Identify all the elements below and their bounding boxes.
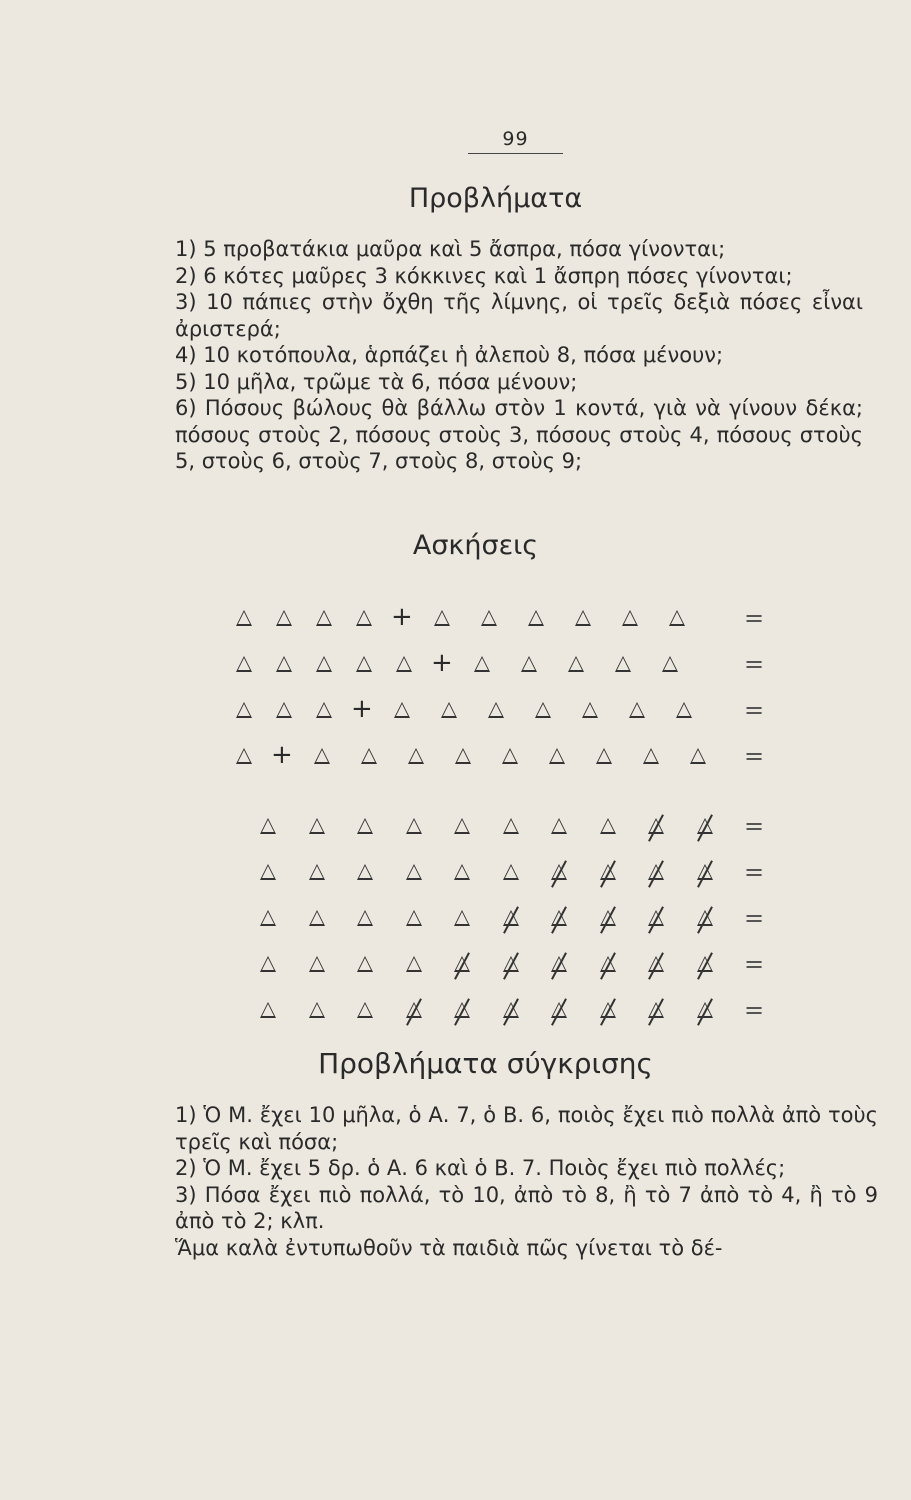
equals-sign: = — [744, 858, 765, 886]
problem-item: 6) Πόσους βώλους θὰ βάλλω στὸν 1 κοντά, γιὰ νὰ γίνουν δέκα; πόσους στοὺς 2, πόσους στοὺς 3, πόσους στοὺς 4, πόσους στοὺς 5, στοὺς 6, στοὺς 7, στοὺς 8, στοὺς 9; — [175, 396, 863, 473]
triangle — [582, 702, 598, 718]
triangle — [503, 864, 519, 880]
triangle — [356, 610, 372, 626]
triangle — [629, 702, 645, 718]
equals-sign: = — [744, 812, 765, 840]
triangle — [406, 910, 422, 926]
triangle — [406, 864, 422, 880]
problem-item: 1) 5 προβατάκια μαῦρα καὶ 5 ἄσπρα, πόσα γίνονται; — [175, 237, 726, 261]
triangle — [236, 702, 252, 718]
comparison-problems-list — [163, 1102, 878, 1261]
triangle — [596, 748, 612, 764]
triangle — [309, 910, 325, 926]
triangle — [309, 956, 325, 972]
triangle — [309, 864, 325, 880]
addition-row — [0, 696, 911, 730]
triangle — [316, 610, 332, 626]
triangle — [502, 748, 518, 764]
equals-sign: = — [744, 996, 765, 1024]
triangle — [236, 748, 252, 764]
triangle — [690, 748, 706, 764]
triangle — [454, 864, 470, 880]
problem-item: 4) 10 κοτόπουλα, ἁρπάζει ἡ ἀλεποὺ 8, πόσα μένουν; — [175, 343, 724, 367]
triangle — [406, 818, 422, 834]
triangle — [549, 748, 565, 764]
triangle — [236, 656, 252, 672]
triangle — [260, 1002, 276, 1018]
subtraction-row — [0, 950, 911, 984]
triangle — [669, 610, 685, 626]
plus-sign: + — [431, 648, 453, 678]
triangle — [260, 956, 276, 972]
comparison-item: 1) Ὁ Μ. ἔχει 10 μῆλα, ὁ Α. 7, ὁ Β. 6, ποιὸς ἔχει πιὸ πολλὰ ἀπὸ τοὺς τρεῖς καὶ πόσα; — [175, 1103, 878, 1154]
triangle — [356, 656, 372, 672]
equals-sign: = — [744, 604, 765, 632]
page-number: 99 — [468, 128, 563, 154]
triangle — [481, 610, 497, 626]
triangle — [441, 702, 457, 718]
triangle — [503, 818, 519, 834]
equals-sign: = — [744, 950, 765, 978]
triangle — [276, 656, 292, 672]
triangle — [521, 656, 537, 672]
triangle — [309, 818, 325, 834]
triangle — [276, 610, 292, 626]
plus-sign: + — [271, 740, 293, 770]
equals-sign: = — [744, 742, 765, 770]
exercises-heading: Ασκήσεις — [412, 530, 539, 561]
subtraction-row — [0, 858, 911, 892]
triangle — [434, 610, 450, 626]
triangle — [316, 702, 332, 718]
subtraction-row — [0, 904, 911, 938]
triangle — [316, 656, 332, 672]
triangle — [260, 818, 276, 834]
problem-item: 3) 10 πάπιες στὴν ὄχθη τῆς λίμνης, οἱ τρεῖς δεξιὰ πόσες εἶναι ἀριστερά; — [175, 290, 863, 341]
comparison-item: 3) Πόσα ἔχει πιὸ πολλά, τὸ 10, ἀπὸ τὸ 8, ἢ τὸ 7 ἀπὸ τὸ 4, ἢ τὸ 9 ἀπὸ τὸ 2; κλπ. — [175, 1182, 878, 1233]
triangle — [260, 864, 276, 880]
triangle — [357, 864, 373, 880]
triangle — [236, 610, 252, 626]
triangle — [357, 956, 373, 972]
triangle — [535, 702, 551, 718]
addition-row — [0, 742, 911, 776]
triangle — [408, 748, 424, 764]
triangle — [455, 748, 471, 764]
problems-heading: Προβλήματα — [408, 183, 583, 214]
triangle — [575, 610, 591, 626]
triangle — [643, 748, 659, 764]
triangle — [568, 656, 584, 672]
triangle — [309, 1002, 325, 1018]
triangle — [622, 610, 638, 626]
triangle — [676, 702, 692, 718]
addition-row — [0, 604, 911, 638]
triangle — [474, 656, 490, 672]
triangle — [615, 656, 631, 672]
plus-sign: + — [391, 602, 413, 632]
triangle — [314, 748, 330, 764]
triangle — [454, 910, 470, 926]
triangle — [276, 702, 292, 718]
closing-sentence: Ἅμα καλὰ ἐντυπωθοῦν τὰ παιδιὰ πῶς γίνεται τὸ δέ- — [175, 1235, 723, 1260]
triangle — [662, 656, 678, 672]
triangle — [454, 818, 470, 834]
triangle — [406, 956, 422, 972]
equals-sign: = — [744, 696, 765, 724]
addition-row — [0, 650, 911, 684]
problems-list — [163, 236, 863, 475]
triangle — [551, 818, 567, 834]
problem-item: 2) 6 κότες μαῦρες 3 κόκκινες καὶ 1 ἄσπρη πόσες γίνονται; — [175, 263, 793, 288]
triangle — [396, 656, 412, 672]
triangle — [528, 610, 544, 626]
triangle — [361, 748, 377, 764]
triangle — [394, 702, 410, 718]
equals-sign: = — [744, 650, 765, 678]
triangle — [357, 1002, 373, 1018]
comparison-heading: Προβλήματα σύγκρισης — [318, 1047, 653, 1080]
triangle — [488, 702, 504, 718]
problem-item: 5) 10 μῆλα, τρῶμε τὰ 6, πόσα μένουν; — [175, 369, 578, 394]
subtraction-row — [0, 996, 911, 1030]
subtraction-row — [0, 812, 911, 846]
triangle — [260, 910, 276, 926]
triangle — [600, 818, 616, 834]
triangle — [357, 818, 373, 834]
comparison-item: 2) Ὁ Μ. ἔχει 5 δρ. ὁ Α. 6 καὶ ὁ Β. 7. Ποιὸς ἔχει πιὸ πολλές; — [175, 1156, 786, 1180]
equals-sign: = — [744, 904, 765, 932]
triangle — [357, 910, 373, 926]
plus-sign: + — [351, 694, 373, 724]
